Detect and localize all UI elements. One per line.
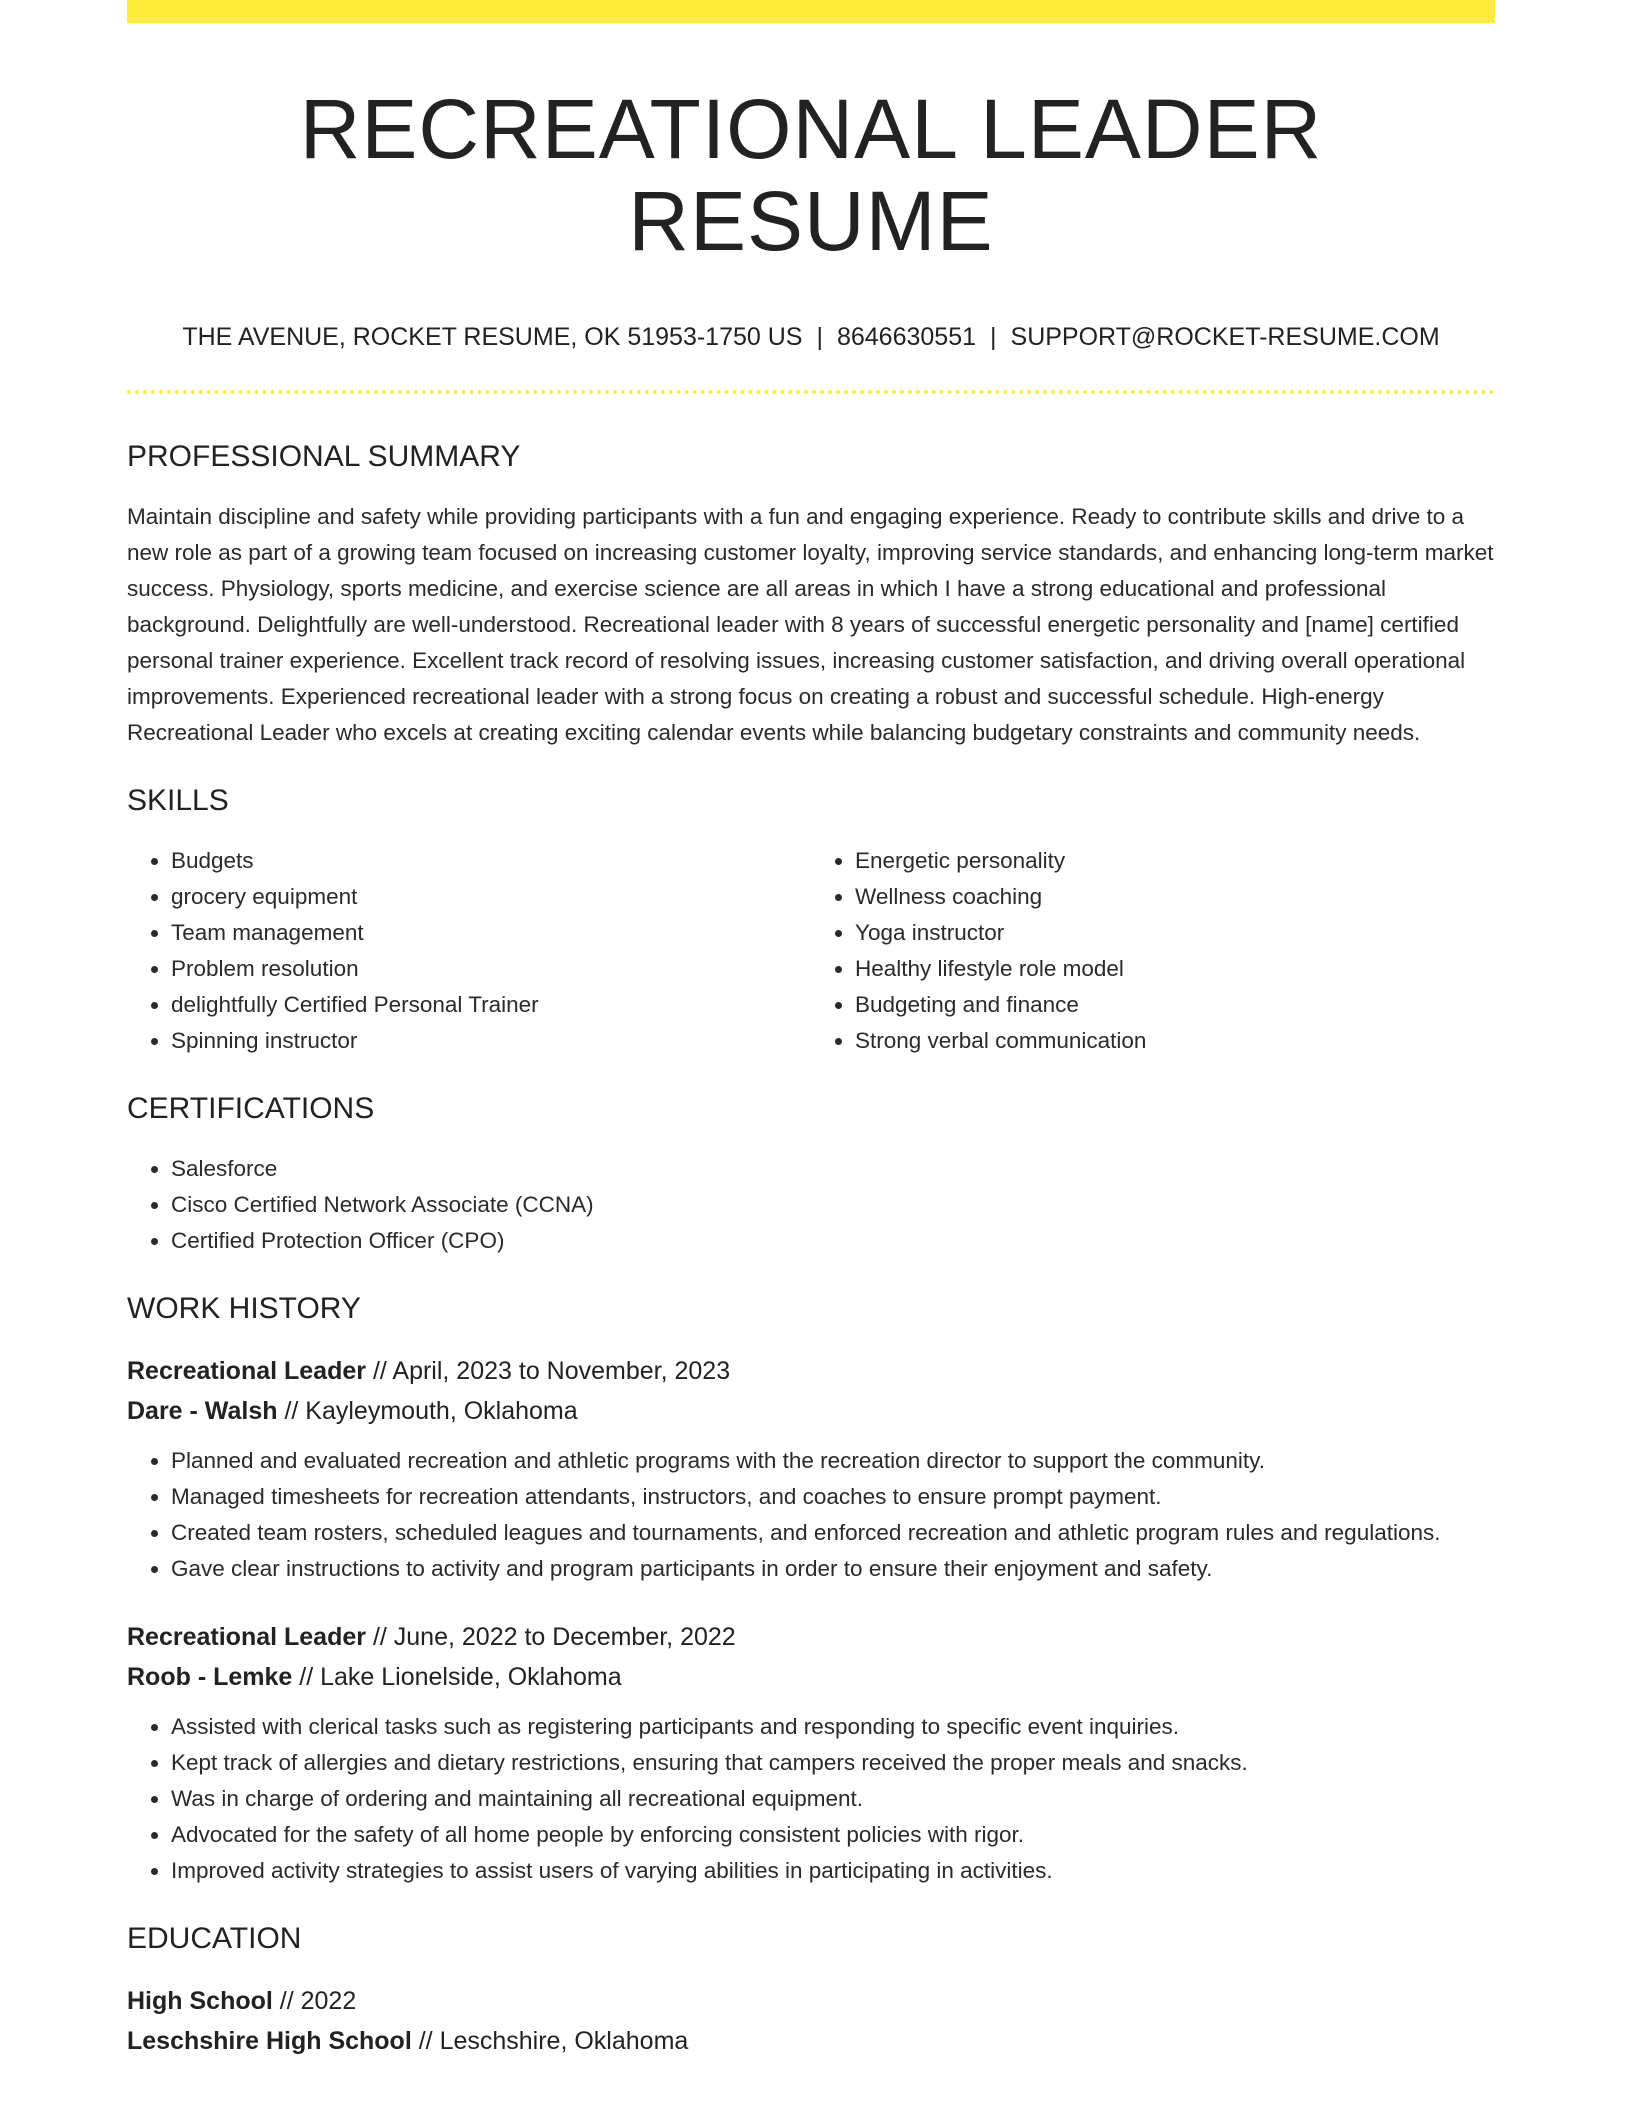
- skill-item: • Yoga instructor: [855, 915, 1495, 951]
- job-entry: [127, 1351, 1495, 1587]
- skill-item: • delightfully Certified Personal Trainer: [171, 987, 811, 1023]
- job-dates: // June, 2022 to December, 2022: [366, 1622, 736, 1651]
- contact-separator: |: [990, 322, 997, 351]
- summary-heading: PROFESSIONAL SUMMARY: [127, 439, 521, 473]
- job-company-line: [127, 1657, 1495, 1697]
- skill-item: • Team management: [171, 915, 811, 951]
- resume-page: [127, 0, 1495, 2061]
- job-bullet: • Improved activity strategies to assist users of varying abilities in participating in activities.: [171, 1853, 1495, 1889]
- job-title-line: [127, 1617, 1495, 1657]
- skill-item: • Budgeting and finance: [855, 987, 1495, 1023]
- certification-item: • Certified Protection Officer (CPO): [171, 1223, 1495, 1259]
- contact-line: [127, 322, 1495, 352]
- job-header: [127, 1617, 1495, 1697]
- certification-item: • Cisco Certified Network Associate (CCNA): [171, 1187, 1495, 1223]
- skill-item: • Budgets: [171, 843, 811, 879]
- work-history-heading: WORK HISTORY: [127, 1291, 361, 1325]
- skill-item: • Problem resolution: [171, 951, 811, 987]
- job-role: Recreational Leader: [127, 1356, 366, 1385]
- certifications-list: [127, 1151, 1495, 1259]
- job-entry: [127, 1617, 1495, 1889]
- dotted-divider: [127, 390, 1495, 394]
- skill-item: • Healthy lifestyle role model: [855, 951, 1495, 987]
- resume-title: RECREATIONAL LEADER RESUME: [299, 82, 1323, 269]
- job-bullet: • Assisted with clerical tasks such as registering participants and responding to specific event inquiries.: [171, 1709, 1495, 1745]
- contact-phone: 8646630551: [836, 322, 977, 351]
- education-year: // 2022: [272, 1986, 357, 2015]
- certifications-heading: CERTIFICATIONS: [127, 1091, 375, 1125]
- skill-item: • Strong verbal communication: [855, 1023, 1495, 1059]
- job-bullets: [127, 1709, 1495, 1889]
- job-bullet: • Planned and evaluated recreation and athletic programs with the recreation director to support the community.: [171, 1443, 1495, 1479]
- job-role: Recreational Leader: [127, 1622, 366, 1651]
- education-degree: High School: [127, 1986, 273, 2015]
- skill-item: • Wellness coaching: [855, 879, 1495, 915]
- job-bullet: • Gave clear instructions to activity and program participants in order to ensure their enjoyment and safety.: [171, 1551, 1495, 1587]
- job-company: Roob - Lemke: [127, 1662, 293, 1691]
- job-bullet: • Kept track of allergies and dietary restrictions, ensuring that campers received the proper meals and snacks.: [171, 1745, 1495, 1781]
- education-school-line: [127, 2021, 1495, 2061]
- skills-grid: [127, 843, 1495, 1059]
- job-bullet: • Managed timesheets for recreation attendants, instructors, and coaches to ensure prompt payment.: [171, 1479, 1495, 1515]
- skill-item: • grocery equipment: [171, 879, 811, 915]
- job-bullet: • Created team rosters, scheduled leagues and tournaments, and enforced recreation and athletic program rules and regulations.: [171, 1515, 1495, 1551]
- contact-email: SUPPORT@ROCKET-RESUME.COM: [1010, 322, 1440, 351]
- job-company: Dare - Walsh: [127, 1396, 278, 1425]
- job-bullet: • Advocated for the safety of all home people by enforcing consistent policies with rigor.: [171, 1817, 1495, 1853]
- job-bullet: • Was in charge of ordering and maintaining all recreational equipment.: [171, 1781, 1495, 1817]
- skills-list-right: [811, 843, 1495, 1059]
- education-heading: EDUCATION: [127, 1921, 302, 1955]
- education-degree-line: [127, 1981, 1495, 2021]
- job-location: // Lake Lionelside, Oklahoma: [292, 1662, 622, 1691]
- top-accent-bar: [127, 0, 1495, 23]
- job-header: [127, 1351, 1495, 1431]
- job-location: // Kayleymouth, Oklahoma: [277, 1396, 578, 1425]
- skill-item: • Spinning instructor: [171, 1023, 811, 1059]
- certification-item: • Salesforce: [171, 1151, 1495, 1187]
- summary-text: Maintain discipline and safety while providing participants with a fun and engaging experience. Ready to contribute skills and drive to a new role as part of a growing team focused on increasing customer loyalty, improving service standards, and enhancing long-term market success. Physiology, sports medicine, and exercise science are all areas in which I have a strong educational and professional background. Delightfully are well-understood. Recreational leader with 8 years of successful energetic personality and [name] certified personal trainer experience. Excellent track record of resolving issues, increasing customer satisfaction, and driving overall operational improvements. Experienced recreational leader with a strong focus on creating a robust and successful schedule. High-energy Recreational Leader who excels at creating exciting calendar events while balancing budgetary constraints and community needs.: [127, 503, 1494, 745]
- job-bullets: [127, 1443, 1495, 1587]
- contact-address: THE AVENUE, ROCKET RESUME, OK 51953-1750 US: [182, 322, 803, 351]
- skills-heading: SKILLS: [127, 783, 229, 817]
- skill-item: • Energetic personality: [855, 843, 1495, 879]
- education-school: Leschshire High School: [127, 2026, 412, 2055]
- contact-separator: |: [816, 322, 823, 351]
- job-title-line: [127, 1351, 1495, 1391]
- job-dates: // April, 2023 to November, 2023: [366, 1356, 731, 1385]
- education-location: // Leschshire, Oklahoma: [411, 2026, 689, 2055]
- skills-list-left: [127, 843, 811, 1059]
- job-company-line: [127, 1391, 1495, 1431]
- education-entry: [127, 1981, 1495, 2061]
